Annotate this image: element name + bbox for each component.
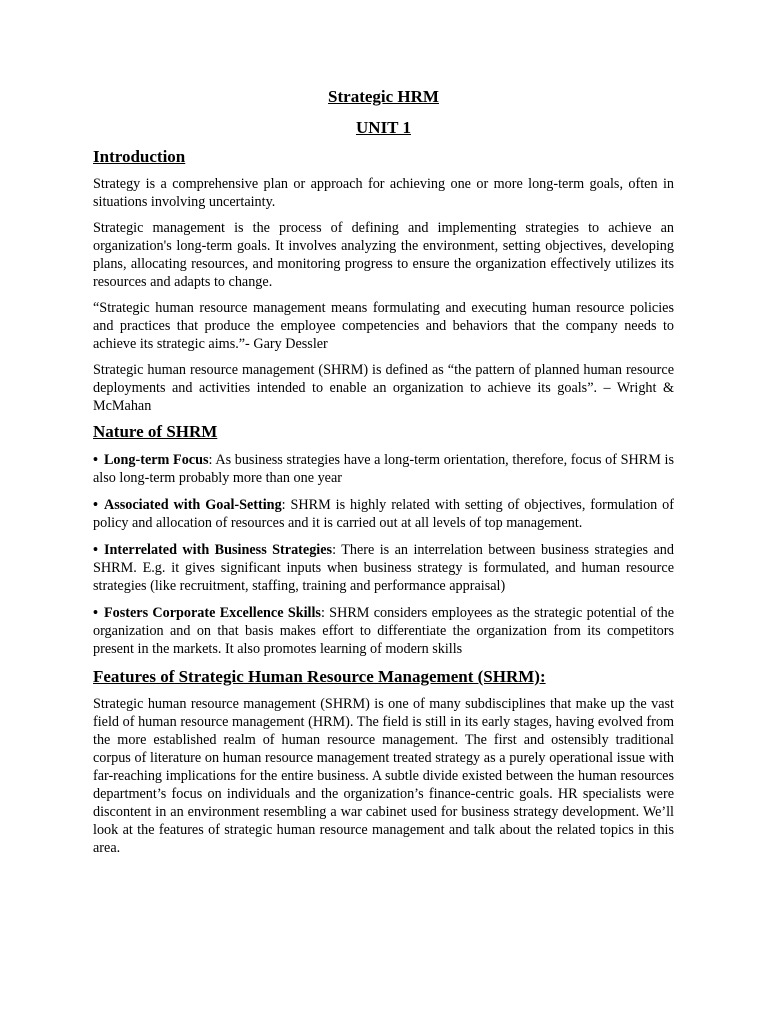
- nature-heading: Nature of SHRM: [93, 422, 218, 441]
- bullet-text: : SHRM is highly related with setting of objectives, formulation of policy and allocation of resources and it is carried out at all levels of top management.: [93, 497, 674, 531]
- bullet-icon: •: [93, 605, 98, 621]
- unit-title: UNIT 1: [356, 118, 411, 137]
- intro-paragraph-dessler-quote: “Strategic human resource management means formulating and executing human resource policies and practices that produce the employee competencies and behaviors that the company needs to achieve its strategic aims.”- Gary Dessler: [93, 300, 674, 352]
- nature-bullet-item: [93, 541, 674, 595]
- bullet-icon: •: [93, 497, 98, 513]
- bullet-text: : There is an interrelation between business strategies and SHRM. E.g. it gives significant inputs when business strategy is formulated, and human resource strategies (like recruitment, staffing, training and performance appraisal): [93, 542, 674, 594]
- nature-bullet-item: [93, 604, 674, 658]
- intro-paragraph-strategic-management: Strategic management is the process of defining and implementing strategies to achieve an organization's long-term goals. It involves analyzing the environment, setting objectives, developing plans, allocating resources, and monitoring progress to ensure the organization effectively utilizes its resources and adapts to change.: [93, 220, 674, 290]
- intro-paragraph-shrm-definition: Strategic human resource management (SHRM) is defined as “the pattern of planned human resource deployments and activities intended to enable an organization to achieve its goals”. – Wright & McMahan: [93, 362, 674, 414]
- document-title: Strategic HRM: [328, 87, 439, 106]
- bullet-icon: •: [93, 452, 98, 468]
- bullet-icon: •: [93, 542, 98, 558]
- nature-bullet-item: [93, 451, 674, 487]
- introduction-heading: Introduction: [93, 147, 186, 166]
- features-heading: Features of Strategic Human Resource Management (SHRM):: [93, 667, 546, 686]
- bullet-term: Associated with Goal-Setting: [103, 497, 282, 513]
- features-paragraph: Strategic human resource management (SHRM) is one of many subdisciplines that make up the vast field of human resource management (HRM). The field is still in its early stages, having evolved from the more established realm of human resource management. The first and ostensibly traditional corpus of literature on human resource management treated strategy as a purely operational issue with far-reaching implications for the entire business. A subtle divide existed between the human resources department’s focus on individuals and the organization’s finance-centric goals. HR specialists were discontent in an environment resembling a war cabinet used for business strategy development. We’ll look at the features of strategic human resource management and talk about the related topics in this area.: [93, 696, 674, 856]
- bullet-term: Fosters Corporate Excellence Skills: [103, 605, 321, 621]
- bullet-term: Interrelated with Business Strategies: [103, 542, 333, 558]
- bullet-term: Long-term Focus: [103, 452, 209, 468]
- intro-paragraph-strategy: Strategy is a comprehensive plan or approach for achieving one or more long-term goals, often in situations involving uncertainty.: [93, 176, 674, 210]
- document-page: [93, 86, 674, 857]
- bullet-text: : SHRM considers employees as the strategic potential of the organization and on that basis makes effort to differentiate the organization from its competitors present in the markets. It also promotes learning of modern skills: [93, 605, 674, 657]
- bullet-text: : As business strategies have a long-term orientation, therefore, focus of SHRM is also long-term probably more than one year: [93, 452, 674, 486]
- nature-bullet-item: [93, 496, 674, 532]
